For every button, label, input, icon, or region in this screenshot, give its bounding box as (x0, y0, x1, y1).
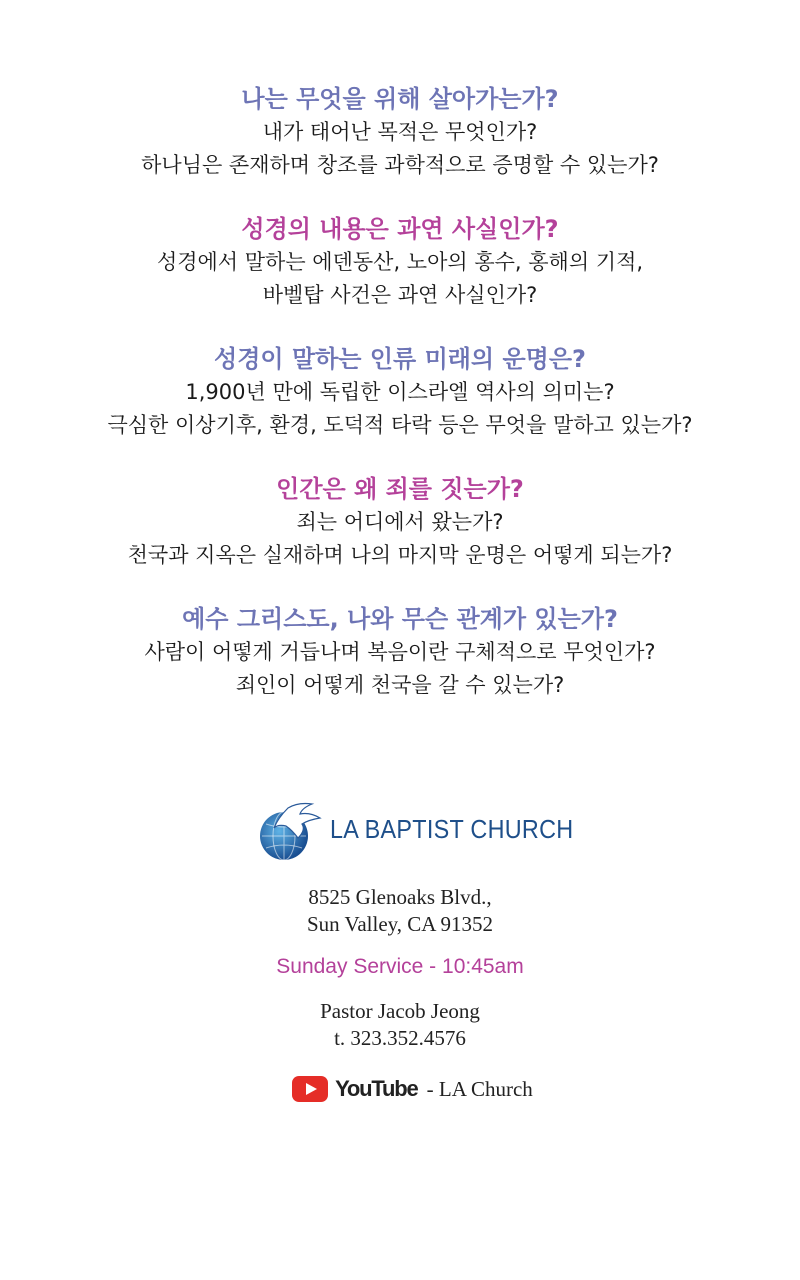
service-time: Sunday Service - 10:45am (276, 955, 524, 978)
question-line: 1,900년 만에 독립한 이스라엘 역사의 의미는? (185, 380, 615, 404)
question-block-2 (0, 212, 800, 312)
youtube-channel-name: - LA Church (426, 1076, 533, 1101)
question-line: 죄인이 어떻게 천국을 갈 수 있는가? (235, 673, 565, 697)
question-line: 하나님은 존재하며 창조를 과학적으로 증명할 수 있는가? (141, 153, 659, 177)
question-heading: 예수 그리스도, 나와 무슨 관계가 있는가? (182, 605, 618, 633)
question-line: 사람이 어떻게 거듭나며 복음이란 구체적으로 무엇인가? (144, 640, 656, 664)
question-line: 극심한 이상기후, 환경, 도덕적 타락 등은 무엇을 말하고 있는가? (107, 413, 693, 437)
question-heading: 성경이 말하는 인류 미래의 운명은? (214, 345, 586, 373)
phone-number: t. 323.352.4576 (334, 1026, 466, 1050)
address-line-2: Sun Valley, CA 91352 (306, 912, 494, 936)
pastor-contact (0, 998, 800, 1052)
youtube-label: YouTube (335, 1076, 418, 1101)
address-line-1: 8525 Glenoaks Blvd., (308, 885, 492, 909)
question-line: 내가 태어난 목적은 무엇인가? (262, 120, 538, 144)
question-line: 바벨탑 사건은 과연 사실인가? (262, 283, 538, 307)
question-line: 성경에서 말하는 에덴동산, 노아의 홍수, 홍해의 기적, (156, 250, 644, 274)
youtube-play-icon (292, 1076, 328, 1102)
question-block-3 (0, 342, 800, 442)
question-block-1 (0, 82, 800, 182)
question-line: 천국과 지옥은 실재하며 나의 마지막 운명은 어떻게 되는가? (127, 543, 673, 567)
pastor-name: Pastor Jacob Jeong (320, 999, 480, 1023)
church-logo (258, 800, 574, 864)
church-name: LA BAPTIST CHURCH (330, 814, 574, 844)
question-block-5 (0, 602, 800, 702)
question-heading: 인간은 왜 죄를 짓는가? (276, 475, 524, 503)
globe-dove-icon (258, 800, 324, 864)
youtube-channel (292, 1076, 533, 1106)
question-heading: 나는 무엇을 위해 살아가는가? (241, 85, 559, 113)
question-line: 죄는 어디에서 왔는가? (296, 510, 504, 534)
question-heading: 성경의 내용은 과연 사실인가? (241, 215, 559, 243)
church-address (0, 884, 800, 938)
question-list (0, 82, 800, 732)
question-block-4 (0, 472, 800, 572)
